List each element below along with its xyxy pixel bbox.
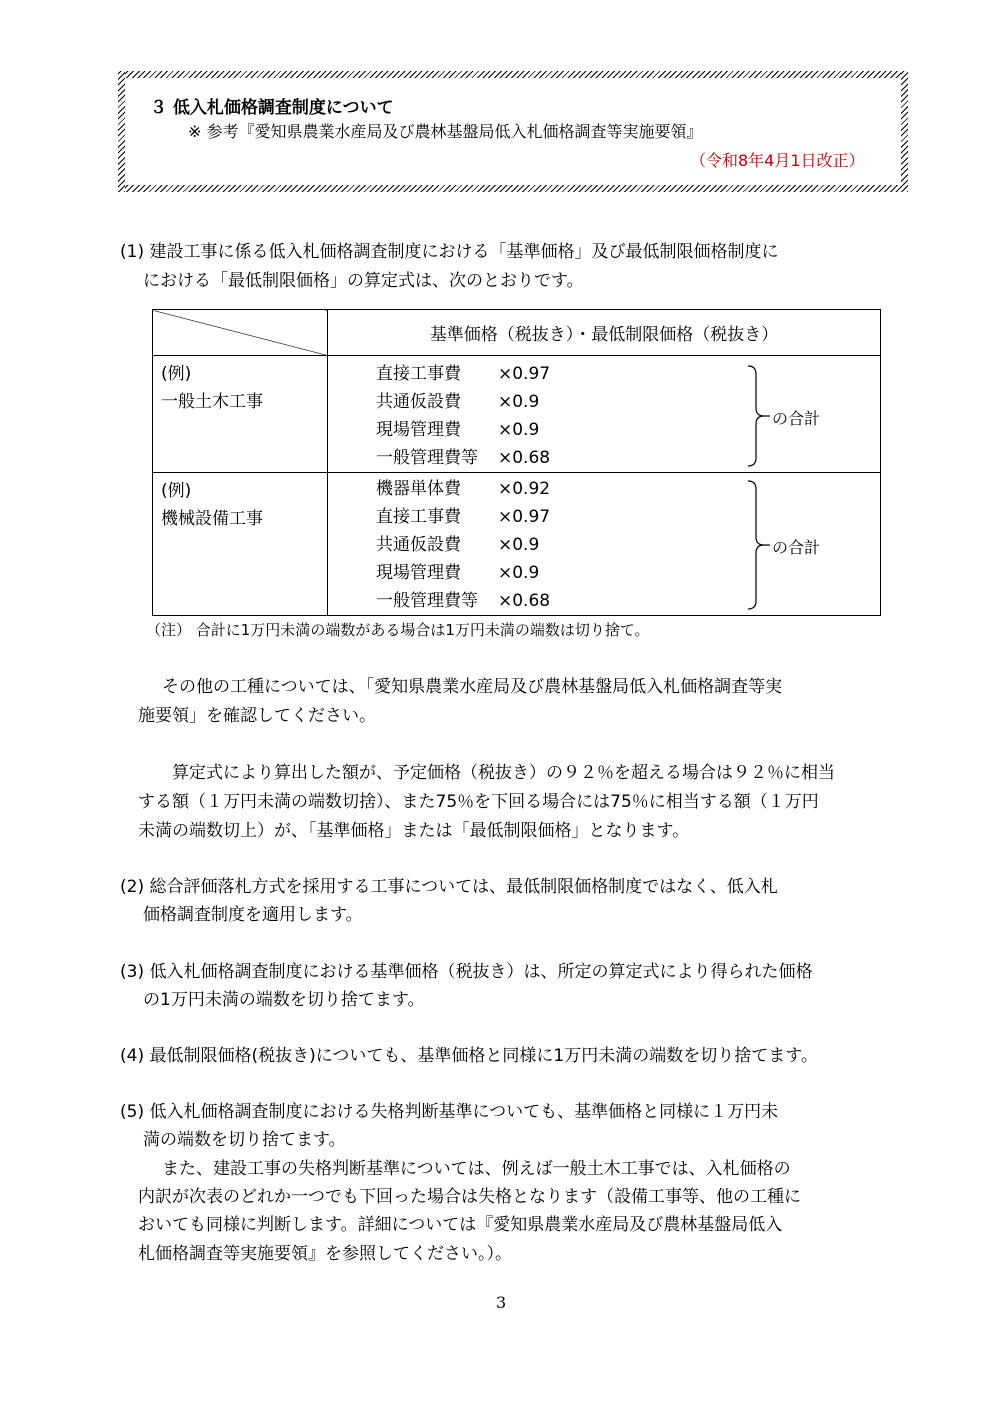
item1-line2: における「最低制限価格」の算定式は、次のとおりです。 [143, 271, 584, 291]
para-calc-line3: 未満の端数切上）が、「基準価格」または「最低制限価格」となります。 [138, 821, 690, 841]
cost-factor: ×0.97 [498, 507, 551, 527]
cost-name: 直接工事費 [376, 364, 461, 384]
formula-cell [328, 356, 881, 473]
item5-line2: 満の端数を切り捨てます。 [143, 1130, 346, 1150]
para-other-line1: その他の工種については、「愛知県農業水産局及び農林基盤局低入札価格調査等実 [162, 677, 783, 697]
cost-factor: ×0.68 [498, 591, 551, 611]
item3-line2: の1万円未満の端数を切り捨てます。 [143, 990, 425, 1010]
section-title: ３ 低入札価格調査制度について [150, 98, 394, 118]
row-example-label: (例) [161, 481, 192, 501]
row-label-cell [153, 473, 328, 616]
formula-line [376, 388, 539, 416]
hatch-top [118, 71, 908, 78]
sum-label: の合計 [772, 538, 821, 557]
section-revision: （令和8年4月1日改正） [690, 151, 865, 170]
cost-name: 共通仮設費 [376, 535, 461, 555]
hatch-right [901, 71, 908, 192]
formula-cell [328, 473, 881, 616]
formula-line [376, 559, 539, 587]
row-category: 機械設備工事 [161, 509, 263, 529]
table-note: （注） 合計に1万円未満の端数がある場合は1万円未満の端数は切り捨て。 [146, 621, 650, 639]
cost-name: 直接工事費 [376, 507, 461, 527]
table-header-row [153, 310, 881, 356]
calc-table [152, 309, 881, 616]
row-example-label: (例) [161, 364, 192, 384]
cost-name: 一般管理費等 [376, 591, 478, 611]
formula-line [376, 503, 550, 531]
row-category: 一般土木工事 [161, 392, 263, 412]
cost-name: 機器単体費 [376, 479, 461, 499]
cost-factor: ×0.68 [498, 448, 551, 468]
item5-line3: また、建設工事の失格判断基準については、例えば一般土木工事では、入札価格の [162, 1159, 791, 1179]
item2-line1: (2) 総合評価落札方式を採用する工事については、最低制限価格制度ではなく、低入札 [120, 877, 778, 897]
item1-line1: (1) 建設工事に係る低入札価格調査制度における「基準価格」及び最低制限価格制度に [120, 242, 779, 262]
hatch-bottom [118, 185, 908, 192]
cost-factor: ×0.9 [498, 420, 540, 440]
formula-line [376, 360, 550, 388]
formula-line [376, 587, 550, 615]
cost-name: 共通仮設費 [376, 392, 461, 412]
section-reference: ※ 参考『愛知県農業水産局及び農林基盤局低入札価格調査等実施要領』 [188, 122, 703, 141]
item3-line1: (3) 低入札価格調査制度における基準価格（税抜き）は、所定の算定式により得られた価格 [120, 962, 813, 982]
cost-name: 現場管理費 [376, 563, 461, 583]
item4-line1: (4) 最低制限価格(税抜き)についても、基準価格と同様に1万円未満の端数を切り捨てます。 [120, 1046, 818, 1066]
table-row [153, 356, 881, 473]
formula-line [376, 531, 539, 559]
table-header: 基準価格（税抜き）・最低制限価格（税抜き） [328, 310, 881, 356]
page-number: 3 [496, 1293, 507, 1312]
item5-line6: 札価格調査等実施要領』を参照してください。）。 [138, 1244, 512, 1264]
cost-name: 現場管理費 [376, 420, 461, 440]
item5-line4: 内訳が次表のどれか一つでも下回った場合は失格となります（設備工事等、他の工種に [138, 1187, 801, 1207]
formula-line [376, 416, 539, 444]
para-calc-line1: 算定式により算出した額が、予定価格（税抜き）の９２％を超える場合は９２％に相当 [172, 763, 835, 783]
cost-factor: ×0.9 [498, 392, 540, 412]
cost-factor: ×0.9 [498, 563, 540, 583]
cost-factor: ×0.92 [498, 479, 551, 499]
hatch-left [118, 71, 125, 192]
cost-factor: ×0.97 [498, 364, 551, 384]
cost-name: 一般管理費等 [376, 448, 478, 468]
table-row [153, 473, 881, 616]
formula-line [376, 475, 550, 503]
cost-factor: ×0.9 [498, 535, 540, 555]
row-label-cell [153, 356, 328, 473]
item5-line5: おいても同様に判断します。詳細については『愛知県農業水産局及び農林基盤局低入 [138, 1215, 783, 1235]
formula-line [376, 444, 550, 472]
table-diagonal-cell [153, 310, 328, 356]
para-calc-line2: する額（１万円未満の端数切捨）、また75％を下回る場合には75％に相当する額（１万円 [138, 792, 819, 812]
item5-line1: (5) 低入札価格調査制度における失格判断基準についても、基準価格と同様に１万円未 [120, 1102, 779, 1122]
para-other-line2: 施要領」を確認してください。 [138, 706, 376, 726]
sum-label: の合計 [772, 409, 821, 428]
item2-line2: 価格調査制度を適用します。 [143, 905, 363, 925]
